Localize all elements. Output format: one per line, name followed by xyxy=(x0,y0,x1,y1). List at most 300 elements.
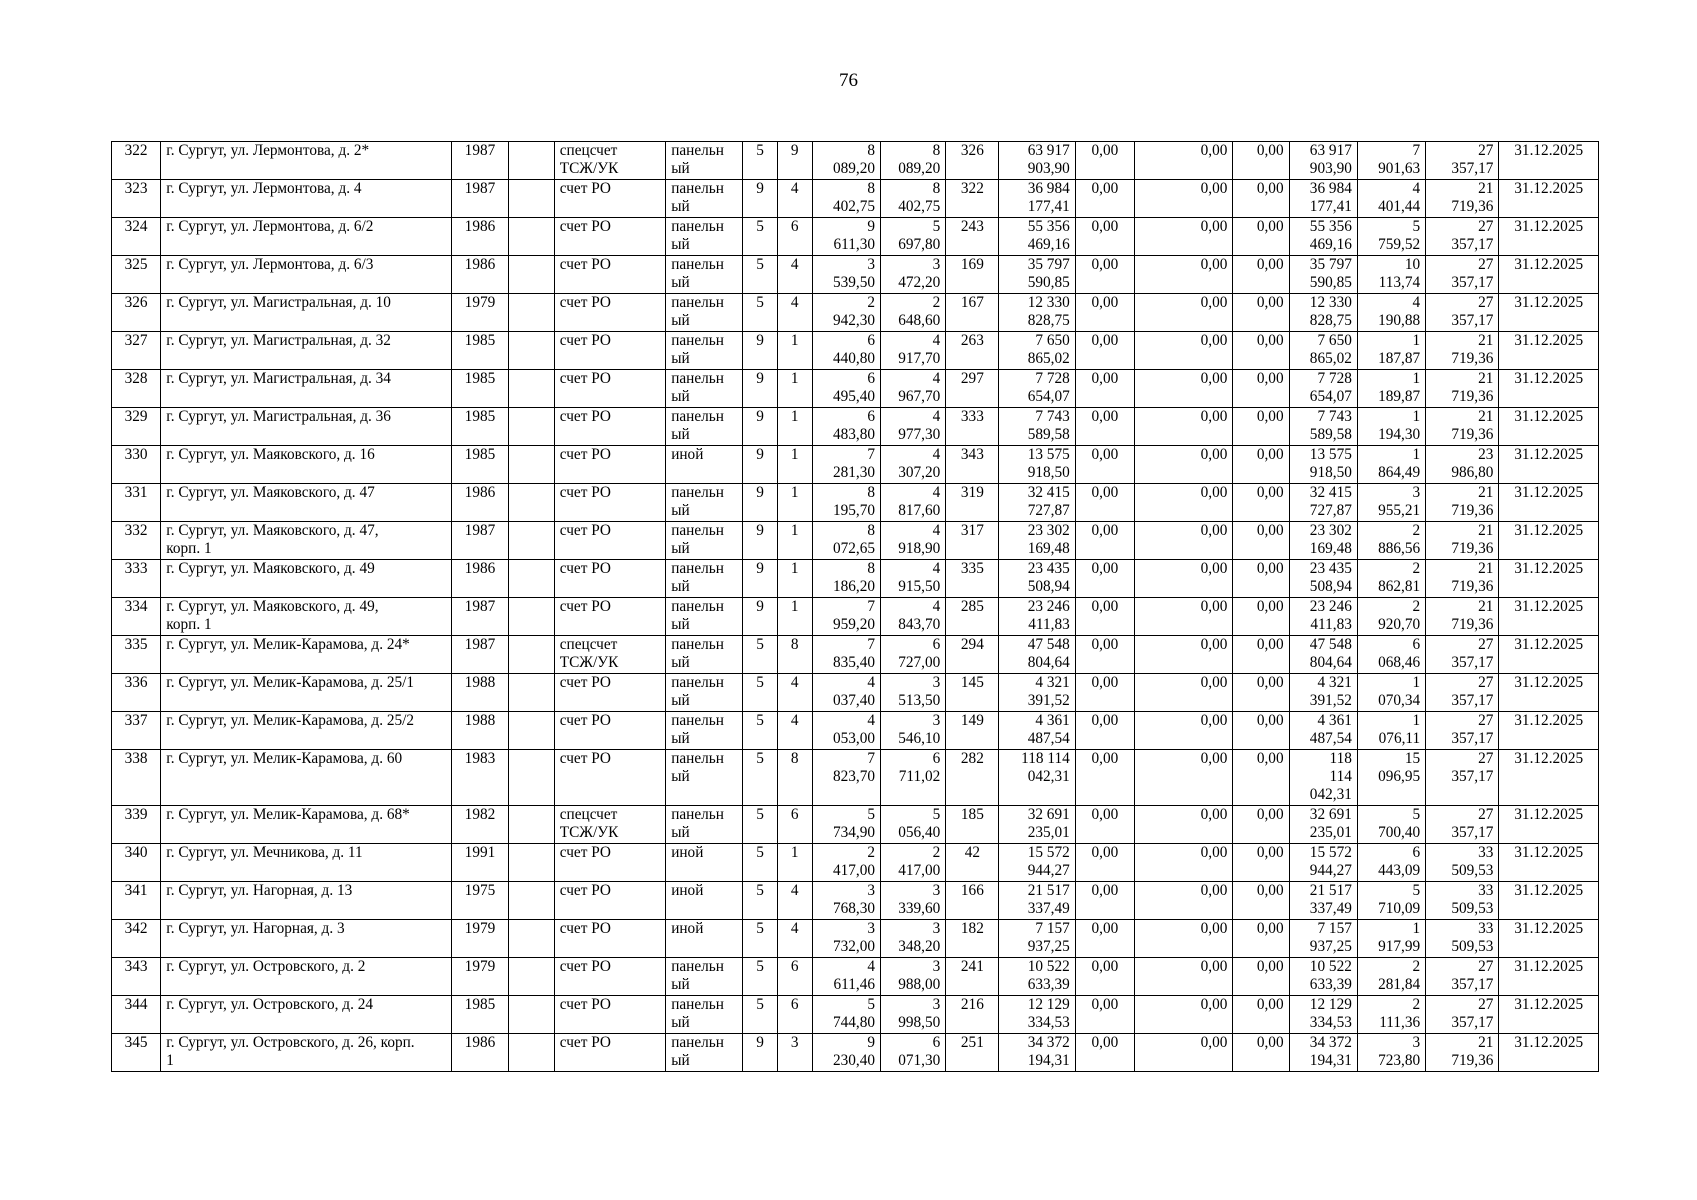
cell-address: г. Сургут, ул. Лермонтова, д. 6/3 xyxy=(161,256,452,294)
cell-area-living: 5 697,80 xyxy=(881,218,946,256)
cell-entrances: 1 xyxy=(777,598,812,636)
cell-wall-material: панельн ый xyxy=(666,1034,743,1072)
cell-deadline: 31.12.2025 xyxy=(1499,1034,1599,1072)
cell-account-type: счет РО xyxy=(554,484,665,522)
cell-owners-funds: 4 361 487,54 xyxy=(1289,712,1357,750)
cell-fund-2: 0,00 xyxy=(1135,712,1233,750)
cell-number: 324 xyxy=(112,218,161,256)
cell-residents: 322 xyxy=(946,180,999,218)
cell-entrances: 6 xyxy=(777,958,812,996)
cell-fund-1: 0,00 xyxy=(1075,560,1134,598)
cell-account-type: счет РО xyxy=(554,1034,665,1072)
cell-fund-1: 0,00 xyxy=(1075,370,1134,408)
cell-fund-3: 0,00 xyxy=(1233,806,1289,844)
cell-address: г. Сургут, ул. Магистральная, д. 34 xyxy=(161,370,452,408)
cell-number: 340 xyxy=(112,844,161,882)
cell-fund-3: 0,00 xyxy=(1233,750,1289,806)
cell-address: г. Сургут, ул. Мелик-Карамова, д. 25/2 xyxy=(161,712,452,750)
cell-fund-2: 0,00 xyxy=(1135,560,1233,598)
cell-area-living: 2 648,60 xyxy=(881,294,946,332)
cell-year: 1985 xyxy=(452,370,508,408)
cell-entrances: 1 xyxy=(777,332,812,370)
cell-cost-total: 7 157 937,25 xyxy=(999,920,1075,958)
cell-area-living: 3 339,60 xyxy=(881,882,946,920)
cell-area-living: 6 711,02 xyxy=(881,750,946,806)
cell-address: г. Сургут, ул. Лермонтова, д. 2* xyxy=(161,142,452,180)
cell-year: 1987 xyxy=(452,142,508,180)
cell-entrances: 1 xyxy=(777,408,812,446)
cell-wall-material: панельн ый xyxy=(666,332,743,370)
cell-area-total: 6 483,80 xyxy=(812,408,880,446)
cell-area-living: 3 348,20 xyxy=(881,920,946,958)
cell-area-total: 8 072,65 xyxy=(812,522,880,560)
cell-blank xyxy=(508,560,554,598)
cell-wall-material: панельн ый xyxy=(666,636,743,674)
table-row xyxy=(112,408,1599,446)
cell-owners-funds: 36 984 177,41 xyxy=(1289,180,1357,218)
cell-fund-3: 0,00 xyxy=(1233,958,1289,996)
cell-residents: 166 xyxy=(946,882,999,920)
cell-fund-1: 0,00 xyxy=(1075,598,1134,636)
cell-fund-2: 0,00 xyxy=(1135,1034,1233,1072)
cell-floors: 5 xyxy=(743,806,777,844)
cell-number: 339 xyxy=(112,806,161,844)
cell-floors: 5 xyxy=(743,996,777,1034)
cell-fund-1: 0,00 xyxy=(1075,142,1134,180)
cell-address: г. Сургут, ул. Маяковского, д. 49 xyxy=(161,560,452,598)
cell-blank xyxy=(508,142,554,180)
cell-area-living: 2 417,00 xyxy=(881,844,946,882)
cell-unit-cost: 1 189,87 xyxy=(1357,370,1425,408)
cell-owners-funds: 7 157 937,25 xyxy=(1289,920,1357,958)
cell-floors: 9 xyxy=(743,560,777,598)
cell-blank xyxy=(508,180,554,218)
cell-fund-3: 0,00 xyxy=(1233,446,1289,484)
cell-blank xyxy=(508,1034,554,1072)
cell-entrances: 6 xyxy=(777,996,812,1034)
cell-area-total: 3 539,50 xyxy=(812,256,880,294)
cell-max-cost: 21 719,36 xyxy=(1426,332,1499,370)
cell-wall-material: панельн ый xyxy=(666,806,743,844)
cell-year: 1985 xyxy=(452,996,508,1034)
cell-unit-cost: 4 401,44 xyxy=(1357,180,1425,218)
cell-deadline: 31.12.2025 xyxy=(1499,996,1599,1034)
cell-fund-1: 0,00 xyxy=(1075,446,1134,484)
page-number: 76 xyxy=(839,70,858,91)
cell-floors: 9 xyxy=(743,446,777,484)
cell-deadline: 31.12.2025 xyxy=(1499,332,1599,370)
cell-owners-funds: 55 356 469,16 xyxy=(1289,218,1357,256)
cell-deadline: 31.12.2025 xyxy=(1499,882,1599,920)
cell-area-living: 3 546,10 xyxy=(881,712,946,750)
cell-blank xyxy=(508,446,554,484)
cell-owners-funds: 12 330 828,75 xyxy=(1289,294,1357,332)
cell-fund-1: 0,00 xyxy=(1075,484,1134,522)
cell-fund-2: 0,00 xyxy=(1135,446,1233,484)
cell-address: г. Сургут, ул. Маяковского, д. 47 xyxy=(161,484,452,522)
cell-unit-cost: 1 194,30 xyxy=(1357,408,1425,446)
cell-area-living: 4 307,20 xyxy=(881,446,946,484)
building-registry-table xyxy=(111,141,1599,1072)
cell-deadline: 31.12.2025 xyxy=(1499,408,1599,446)
cell-account-type: спецсчет ТСЖ/УК xyxy=(554,806,665,844)
cell-floors: 9 xyxy=(743,180,777,218)
cell-year: 1979 xyxy=(452,294,508,332)
cell-deadline: 31.12.2025 xyxy=(1499,712,1599,750)
cell-cost-total: 7 728 654,07 xyxy=(999,370,1075,408)
cell-address: г. Сургут, ул. Нагорная, д. 13 xyxy=(161,882,452,920)
cell-residents: 42 xyxy=(946,844,999,882)
cell-max-cost: 23 986,80 xyxy=(1426,446,1499,484)
cell-year: 1986 xyxy=(452,484,508,522)
cell-area-total: 4 037,40 xyxy=(812,674,880,712)
cell-cost-total: 23 302 169,48 xyxy=(999,522,1075,560)
cell-deadline: 31.12.2025 xyxy=(1499,446,1599,484)
cell-year: 1987 xyxy=(452,598,508,636)
cell-max-cost: 21 719,36 xyxy=(1426,560,1499,598)
cell-year: 1986 xyxy=(452,1034,508,1072)
cell-max-cost: 27 357,17 xyxy=(1426,958,1499,996)
cell-fund-2: 0,00 xyxy=(1135,142,1233,180)
cell-address: г. Сургут, ул. Лермонтова, д. 4 xyxy=(161,180,452,218)
cell-floors: 9 xyxy=(743,598,777,636)
cell-entrances: 1 xyxy=(777,484,812,522)
cell-unit-cost: 2 886,56 xyxy=(1357,522,1425,560)
cell-area-living: 8 089,20 xyxy=(881,142,946,180)
cell-area-living: 4 843,70 xyxy=(881,598,946,636)
cell-fund-2: 0,00 xyxy=(1135,218,1233,256)
cell-floors: 5 xyxy=(743,256,777,294)
cell-year: 1985 xyxy=(452,408,508,446)
cell-blank xyxy=(508,522,554,560)
cell-account-type: спецсчет ТСЖ/УК xyxy=(554,142,665,180)
cell-area-total: 6 495,40 xyxy=(812,370,880,408)
cell-entrances: 6 xyxy=(777,806,812,844)
cell-address: г. Сургут, ул. Мечникова, д. 11 xyxy=(161,844,452,882)
cell-max-cost: 27 357,17 xyxy=(1426,750,1499,806)
cell-wall-material: панельн ый xyxy=(666,750,743,806)
cell-entrances: 1 xyxy=(777,844,812,882)
cell-residents: 343 xyxy=(946,446,999,484)
cell-unit-cost: 2 281,84 xyxy=(1357,958,1425,996)
cell-address: г. Сургут, ул. Островского, д. 26, корп. 1 xyxy=(161,1034,452,1072)
cell-deadline: 31.12.2025 xyxy=(1499,218,1599,256)
cell-floors: 5 xyxy=(743,636,777,674)
cell-area-living: 3 988,00 xyxy=(881,958,946,996)
cell-wall-material: панельн ый xyxy=(666,560,743,598)
cell-fund-1: 0,00 xyxy=(1075,958,1134,996)
cell-address: г. Сургут, ул. Островского, д. 2 xyxy=(161,958,452,996)
cell-entrances: 4 xyxy=(777,674,812,712)
cell-residents: 294 xyxy=(946,636,999,674)
cell-cost-total: 55 356 469,16 xyxy=(999,218,1075,256)
cell-account-type: счет РО xyxy=(554,522,665,560)
cell-unit-cost: 1 917,99 xyxy=(1357,920,1425,958)
cell-area-total: 2 942,30 xyxy=(812,294,880,332)
cell-number: 333 xyxy=(112,560,161,598)
cell-floors: 5 xyxy=(743,142,777,180)
cell-floors: 5 xyxy=(743,674,777,712)
cell-fund-2: 0,00 xyxy=(1135,256,1233,294)
cell-wall-material: панельн ый xyxy=(666,598,743,636)
cell-unit-cost: 1 864,49 xyxy=(1357,446,1425,484)
cell-unit-cost: 6 443,09 xyxy=(1357,844,1425,882)
cell-owners-funds: 32 691 235,01 xyxy=(1289,806,1357,844)
cell-address: г. Сургут, ул. Магистральная, д. 36 xyxy=(161,408,452,446)
cell-area-total: 7 281,30 xyxy=(812,446,880,484)
cell-residents: 335 xyxy=(946,560,999,598)
cell-number: 344 xyxy=(112,996,161,1034)
cell-fund-1: 0,00 xyxy=(1075,408,1134,446)
cell-residents: 216 xyxy=(946,996,999,1034)
cell-deadline: 31.12.2025 xyxy=(1499,294,1599,332)
cell-floors: 9 xyxy=(743,522,777,560)
cell-entrances: 6 xyxy=(777,218,812,256)
table-row xyxy=(112,958,1599,996)
cell-floors: 5 xyxy=(743,294,777,332)
cell-wall-material: иной xyxy=(666,446,743,484)
cell-account-type: счет РО xyxy=(554,446,665,484)
cell-fund-3: 0,00 xyxy=(1233,522,1289,560)
cell-max-cost: 21 719,36 xyxy=(1426,370,1499,408)
cell-area-total: 3 768,30 xyxy=(812,882,880,920)
cell-owners-funds: 7 743 589,58 xyxy=(1289,408,1357,446)
cell-owners-funds: 34 372 194,31 xyxy=(1289,1034,1357,1072)
cell-address: г. Сургут, ул. Мелик-Карамова, д. 25/1 xyxy=(161,674,452,712)
cell-unit-cost: 4 190,88 xyxy=(1357,294,1425,332)
cell-area-living: 6 071,30 xyxy=(881,1034,946,1072)
cell-year: 1982 xyxy=(452,806,508,844)
cell-cost-total: 32 691 235,01 xyxy=(999,806,1075,844)
cell-cost-total: 12 129 334,53 xyxy=(999,996,1075,1034)
cell-entrances: 1 xyxy=(777,522,812,560)
cell-floors: 5 xyxy=(743,958,777,996)
cell-wall-material: панельн ый xyxy=(666,256,743,294)
cell-area-living: 6 727,00 xyxy=(881,636,946,674)
cell-cost-total: 21 517 337,49 xyxy=(999,882,1075,920)
cell-blank xyxy=(508,920,554,958)
cell-max-cost: 33 509,53 xyxy=(1426,882,1499,920)
cell-entrances: 4 xyxy=(777,180,812,218)
cell-floors: 9 xyxy=(743,484,777,522)
cell-blank xyxy=(508,882,554,920)
cell-deadline: 31.12.2025 xyxy=(1499,180,1599,218)
cell-cost-total: 7 650 865,02 xyxy=(999,332,1075,370)
table-row xyxy=(112,1034,1599,1072)
table-row xyxy=(112,636,1599,674)
cell-year: 1988 xyxy=(452,674,508,712)
cell-max-cost: 27 357,17 xyxy=(1426,294,1499,332)
cell-residents: 243 xyxy=(946,218,999,256)
cell-number: 334 xyxy=(112,598,161,636)
cell-wall-material: панельн ый xyxy=(666,370,743,408)
cell-floors: 9 xyxy=(743,370,777,408)
cell-fund-1: 0,00 xyxy=(1075,218,1134,256)
cell-entrances: 8 xyxy=(777,750,812,806)
cell-residents: 167 xyxy=(946,294,999,332)
cell-cost-total: 63 917 903,90 xyxy=(999,142,1075,180)
cell-number: 332 xyxy=(112,522,161,560)
cell-cost-total: 23 246 411,83 xyxy=(999,598,1075,636)
cell-residents: 169 xyxy=(946,256,999,294)
cell-cost-total: 13 575 918,50 xyxy=(999,446,1075,484)
table-row xyxy=(112,142,1599,180)
cell-number: 325 xyxy=(112,256,161,294)
cell-max-cost: 27 357,17 xyxy=(1426,142,1499,180)
cell-fund-3: 0,00 xyxy=(1233,370,1289,408)
cell-wall-material: панельн ый xyxy=(666,142,743,180)
cell-account-type: счет РО xyxy=(554,180,665,218)
cell-account-type: счет РО xyxy=(554,750,665,806)
cell-owners-funds: 7 650 865,02 xyxy=(1289,332,1357,370)
cell-year: 1986 xyxy=(452,256,508,294)
cell-floors: 9 xyxy=(743,408,777,446)
cell-blank xyxy=(508,996,554,1034)
cell-unit-cost: 6 068,46 xyxy=(1357,636,1425,674)
cell-fund-3: 0,00 xyxy=(1233,636,1289,674)
cell-number: 328 xyxy=(112,370,161,408)
cell-number: 338 xyxy=(112,750,161,806)
cell-deadline: 31.12.2025 xyxy=(1499,806,1599,844)
cell-owners-funds: 23 302 169,48 xyxy=(1289,522,1357,560)
cell-area-living: 4 915,50 xyxy=(881,560,946,598)
cell-residents: 182 xyxy=(946,920,999,958)
cell-wall-material: панельн ый xyxy=(666,674,743,712)
cell-fund-3: 0,00 xyxy=(1233,332,1289,370)
cell-area-total: 3 732,00 xyxy=(812,920,880,958)
cell-deadline: 31.12.2025 xyxy=(1499,958,1599,996)
cell-max-cost: 21 719,36 xyxy=(1426,484,1499,522)
cell-owners-funds: 15 572 944,27 xyxy=(1289,844,1357,882)
cell-fund-2: 0,00 xyxy=(1135,750,1233,806)
cell-area-total: 9 230,40 xyxy=(812,1034,880,1072)
cell-entrances: 8 xyxy=(777,636,812,674)
cell-fund-3: 0,00 xyxy=(1233,674,1289,712)
table-row xyxy=(112,996,1599,1034)
cell-cost-total: 15 572 944,27 xyxy=(999,844,1075,882)
cell-fund-2: 0,00 xyxy=(1135,180,1233,218)
cell-fund-2: 0,00 xyxy=(1135,806,1233,844)
cell-area-total: 4 053,00 xyxy=(812,712,880,750)
cell-cost-total: 10 522 633,39 xyxy=(999,958,1075,996)
cell-wall-material: панельн ый xyxy=(666,408,743,446)
cell-wall-material: иной xyxy=(666,920,743,958)
cell-max-cost: 21 719,36 xyxy=(1426,408,1499,446)
cell-entrances: 9 xyxy=(777,142,812,180)
cell-deadline: 31.12.2025 xyxy=(1499,598,1599,636)
cell-year: 1985 xyxy=(452,446,508,484)
cell-wall-material: панельн ый xyxy=(666,484,743,522)
table-row xyxy=(112,920,1599,958)
cell-owners-funds: 118 114 042,31 xyxy=(1289,750,1357,806)
cell-account-type: счет РО xyxy=(554,218,665,256)
cell-fund-3: 0,00 xyxy=(1233,180,1289,218)
cell-account-type: счет РО xyxy=(554,958,665,996)
cell-area-total: 9 611,30 xyxy=(812,218,880,256)
cell-unit-cost: 2 920,70 xyxy=(1357,598,1425,636)
table-row xyxy=(112,844,1599,882)
cell-cost-total: 118 114 042,31 xyxy=(999,750,1075,806)
cell-deadline: 31.12.2025 xyxy=(1499,844,1599,882)
cell-cost-total: 35 797 590,85 xyxy=(999,256,1075,294)
cell-unit-cost: 10 113,74 xyxy=(1357,256,1425,294)
cell-area-living: 8 402,75 xyxy=(881,180,946,218)
cell-address: г. Сургут, ул. Мелик-Карамова, д. 68* xyxy=(161,806,452,844)
cell-number: 342 xyxy=(112,920,161,958)
cell-cost-total: 47 548 804,64 xyxy=(999,636,1075,674)
cell-cost-total: 7 743 589,58 xyxy=(999,408,1075,446)
cell-blank xyxy=(508,484,554,522)
table-row xyxy=(112,750,1599,806)
table-row xyxy=(112,256,1599,294)
cell-residents: 149 xyxy=(946,712,999,750)
cell-year: 1983 xyxy=(452,750,508,806)
cell-area-total: 7 835,40 xyxy=(812,636,880,674)
cell-number: 341 xyxy=(112,882,161,920)
cell-wall-material: иной xyxy=(666,844,743,882)
cell-unit-cost: 3 723,80 xyxy=(1357,1034,1425,1072)
table-row xyxy=(112,484,1599,522)
cell-fund-2: 0,00 xyxy=(1135,674,1233,712)
cell-max-cost: 27 357,17 xyxy=(1426,996,1499,1034)
cell-year: 1988 xyxy=(452,712,508,750)
cell-residents: 241 xyxy=(946,958,999,996)
cell-entrances: 1 xyxy=(777,560,812,598)
cell-max-cost: 21 719,36 xyxy=(1426,598,1499,636)
cell-fund-2: 0,00 xyxy=(1135,920,1233,958)
cell-unit-cost: 5 759,52 xyxy=(1357,218,1425,256)
table-row xyxy=(112,294,1599,332)
cell-wall-material: панельн ый xyxy=(666,294,743,332)
cell-address: г. Сургут, ул. Мелик-Карамова, д. 60 xyxy=(161,750,452,806)
cell-blank xyxy=(508,370,554,408)
cell-unit-cost: 15 096,95 xyxy=(1357,750,1425,806)
cell-fund-3: 0,00 xyxy=(1233,484,1289,522)
cell-account-type: счет РО xyxy=(554,256,665,294)
cell-fund-2: 0,00 xyxy=(1135,484,1233,522)
cell-fund-1: 0,00 xyxy=(1075,996,1134,1034)
cell-fund-3: 0,00 xyxy=(1233,560,1289,598)
cell-fund-1: 0,00 xyxy=(1075,712,1134,750)
cell-unit-cost: 3 955,21 xyxy=(1357,484,1425,522)
cell-fund-3: 0,00 xyxy=(1233,1034,1289,1072)
cell-deadline: 31.12.2025 xyxy=(1499,636,1599,674)
cell-fund-3: 0,00 xyxy=(1233,598,1289,636)
cell-cost-total: 34 372 194,31 xyxy=(999,1034,1075,1072)
cell-area-total: 7 823,70 xyxy=(812,750,880,806)
cell-entrances: 4 xyxy=(777,882,812,920)
cell-blank xyxy=(508,294,554,332)
cell-owners-funds: 35 797 590,85 xyxy=(1289,256,1357,294)
cell-area-living: 5 056,40 xyxy=(881,806,946,844)
cell-floors: 9 xyxy=(743,1034,777,1072)
cell-fund-3: 0,00 xyxy=(1233,408,1289,446)
cell-area-total: 7 959,20 xyxy=(812,598,880,636)
cell-fund-2: 0,00 xyxy=(1135,294,1233,332)
cell-blank xyxy=(508,750,554,806)
cell-entrances: 1 xyxy=(777,370,812,408)
cell-year: 1979 xyxy=(452,958,508,996)
cell-fund-2: 0,00 xyxy=(1135,882,1233,920)
cell-number: 337 xyxy=(112,712,161,750)
cell-fund-2: 0,00 xyxy=(1135,636,1233,674)
cell-floors: 5 xyxy=(743,750,777,806)
cell-account-type: счет РО xyxy=(554,408,665,446)
cell-owners-funds: 47 548 804,64 xyxy=(1289,636,1357,674)
cell-blank xyxy=(508,218,554,256)
cell-area-living: 3 472,20 xyxy=(881,256,946,294)
cell-unit-cost: 2 111,36 xyxy=(1357,996,1425,1034)
